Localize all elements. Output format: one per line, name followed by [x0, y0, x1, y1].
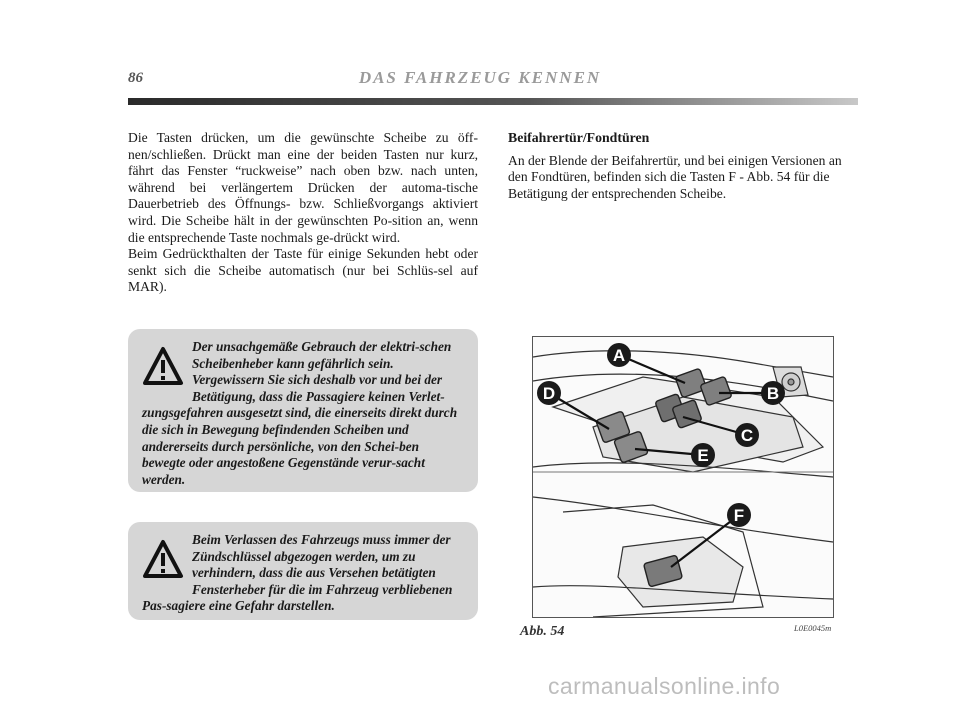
callout-d: [537, 381, 561, 405]
svg-text:C: C: [740, 426, 754, 445]
warning-triangle-icon: [142, 343, 184, 393]
warning-triangle-icon: [142, 536, 184, 586]
section-heading: Beifahrertür/Fondtüren: [508, 130, 650, 145]
callout-a: [607, 343, 631, 367]
left-column: [128, 130, 478, 296]
body-paragraph: An der Blende der Beifahrertür, und bei einigen Versionen an den Fondtüren, befinden sich die Tasten F - Abb. 54 für die Betätigung der entsprechenden Scheibe.: [508, 152, 842, 201]
svg-text:E: E: [697, 446, 709, 465]
warning-text: Der unsachgemäße Gebrauch der elektri-schen Scheibenheber kann gefährlich sein. Vergewissern Sie sich deshalb vor und bei der Betätigung, dass die Passagiere keinen Verlet-zungsgefahren ausgesetzt sind, die einerseits direkt durch die sich in Bewegung befindenden Scheiben und andererseits durch persönliche, von den Schei-ben bewegte oder angestoßene Gegenstände verur-sacht werden.: [142, 339, 458, 487]
warning-box: [128, 522, 478, 620]
warning-text: Beim Verlassen des Fahrzeugs muss immer der Zündschlüssel abgezogen werden, um zu verhindern, dass die aus Versehen betätigten Fensterheber für die im Fahrzeug verbliebenen Pas-sagiere eine Gefahr darstellen.: [142, 532, 453, 614]
callout-e: [691, 443, 715, 467]
callout-b: [761, 381, 785, 405]
figure-code: L0E0045m: [794, 623, 832, 633]
warning-box: [128, 329, 478, 492]
callout-f: [727, 503, 751, 527]
svg-text:B: B: [766, 384, 780, 403]
figure-caption: Abb. 54: [520, 624, 565, 639]
callout-c: [735, 423, 759, 447]
page-number: 86: [128, 70, 143, 86]
chapter-title: DAS FAHRZEUG KENNEN: [358, 68, 602, 87]
watermark: carmanualsonline.info: [548, 673, 781, 699]
body-paragraph: Beim Gedrückthalten der Taste für einige Sekunden hebt oder senkt sich die Scheibe automatisch (nur bei Schlüs-sel auf MAR).: [128, 246, 478, 295]
svg-text:A: A: [612, 346, 626, 365]
svg-text:D: D: [542, 384, 556, 403]
header-rule: [128, 98, 858, 105]
window-switch-figure: [532, 336, 834, 618]
svg-text:F: F: [733, 506, 745, 525]
right-column: [508, 130, 858, 202]
door-panel-illustration: [533, 337, 833, 617]
body-paragraph: Die Tasten drücken, um die gewünschte Scheibe zu öff-nen/schließen. Drückt man eine der beiden Tasten nur kurz, fährt das Fenster “ruckweise” nach oben bzw. nach unten, während bei verlängertem Drücken der automa-tische Dauerbetrieb des Öffnungs- bzw. Schließvorgangs aktiviert wird. Die Scheibe hält in der gewünschten Po-sition an, wenn die entsprechende Taste nochmals ge-drückt wird.: [128, 130, 478, 245]
